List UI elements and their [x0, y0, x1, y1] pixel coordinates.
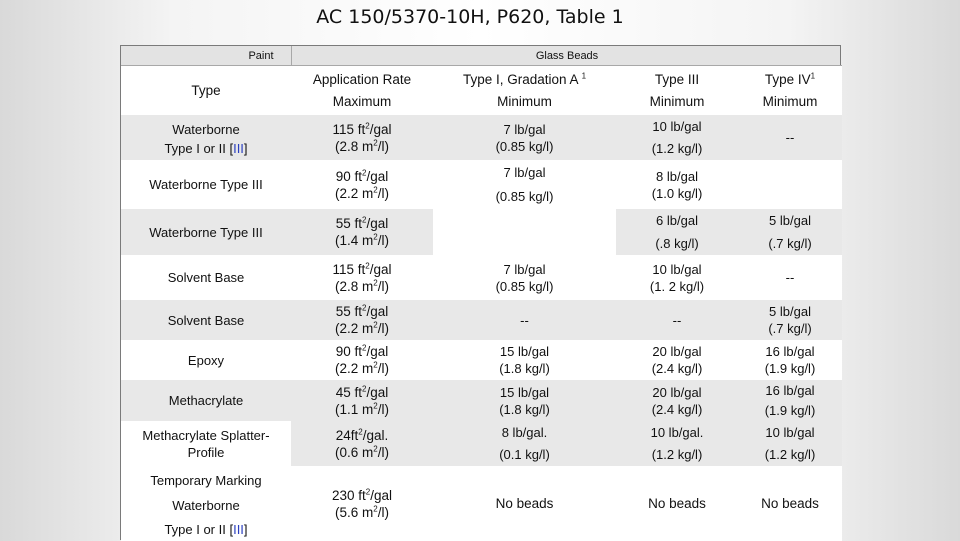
- table-row-rate-cell: 90 $ft^2$/gal (2.2 $m^2/l$): [291, 340, 433, 380]
- table-row-type-iii-cell: 10 lb/gal (1.2 kg/l): [616, 115, 738, 160]
- table-row-gradation-cell: 15 lb/gal (1.8 kg/l): [433, 340, 616, 380]
- type-column-header: [121, 66, 291, 115]
- table-row-type-iii-cell: --: [616, 300, 738, 340]
- table-row-type-iii-cell: 6 lb/gal (.8 kg/l): [616, 209, 738, 255]
- application-rate-label: Application Rate: [312, 72, 412, 88]
- table-row-gradation-cell: 7 lb/gal (0.85 kg/l): [433, 255, 616, 300]
- table-row-type-iii-cell: 10 lb/gal. (1.2 kg/l): [616, 421, 738, 466]
- table-row-type-cell: Solvent Base: [121, 300, 291, 340]
- table-row-type-iv-cell: 5 lb/gal (.7 kg/l): [738, 209, 842, 255]
- table-row-type-iii-cell: 20 lb/gal (2.4 kg/l): [616, 340, 738, 380]
- table-row-type-cell: Epoxy: [121, 340, 291, 380]
- table-row-rate-cell: 230 $ft^2$/gal (5.6 $m^2/l$): [291, 466, 433, 541]
- paint-group-header: Paint: [248, 50, 274, 62]
- table-row-rate-cell: 55 $ft^2$/gal (1.4 $m^2/l$): [291, 209, 433, 255]
- table-row-rate-cell: 55 $ft^2$/gal (2.2 $m^2/l$): [291, 300, 433, 340]
- minimum-label: Minimum: [497, 93, 552, 109]
- table-row-type-cell: Methacrylate Splatter- Profile: [121, 421, 291, 466]
- table-row-type-iv-cell: --: [738, 255, 842, 300]
- table-row-type-cell: Waterborne Type III: [121, 209, 291, 255]
- table-row-gradation-cell: 8 lb/gal. (0.1 kg/l): [433, 421, 616, 466]
- table-row-type-iii-cell: 8 lb/gal (1.0 kg/l): [616, 160, 738, 209]
- table-row-rate-cell: 115 $ft^2$/gal (2.8 $m^2/l$): [291, 255, 433, 300]
- table-row-gradation-cell: 7 lb/gal (0.85 kg/l): [433, 115, 616, 160]
- table-row-gradation-cell: --: [433, 300, 616, 340]
- page-title: AC 150/5370-10H, P620, Table 1: [316, 6, 624, 28]
- table-row-type-cell: Waterborne Type III: [121, 160, 291, 209]
- minimum-label: Minimum: [762, 93, 818, 109]
- type-header-label: Type: [191, 83, 221, 98]
- table-row-type-cell: Solvent Base: [121, 255, 291, 300]
- table-row-rate-cell: $24ft^2$/gal. (0.6 $m^2/l$): [291, 421, 433, 466]
- table-row-gradation-cell: 15 lb/gal (1.8 kg/l): [433, 380, 616, 421]
- table-row-type-iv-cell: [738, 160, 842, 209]
- table-row-type-iv-cell: No beads: [738, 466, 842, 541]
- table-row-type-iii-cell: 10 lb/gal (1. 2 kg/l): [616, 255, 738, 300]
- table-row-type-iii-cell: 20 lb/gal (2.4 kg/l): [616, 380, 738, 421]
- section-link[interactable]: III: [233, 522, 244, 537]
- table-row-rate-cell: 115 $ft^2$/gal (2.8 $m^2/l$): [291, 115, 433, 160]
- maximum-label: Maximum: [332, 93, 392, 109]
- glass-beads-group-header: Glass Beads: [535, 50, 599, 62]
- table-row-type-iv-cell: 16 lb/gal (1.9 kg/l): [738, 340, 842, 380]
- type-iii-label: Type III: [654, 72, 700, 88]
- section-link[interactable]: III: [233, 141, 244, 156]
- table-row-type-iv-cell: --: [738, 115, 842, 160]
- table-row-type-iv-cell: 10 lb/gal (1.2 kg/l): [738, 421, 842, 466]
- type-iii-column-header: [616, 66, 738, 115]
- table-row-gradation-cell: 7 lb/gal (0.85 kg/l): [433, 160, 616, 209]
- table-row-gradation-cell: No beads: [433, 466, 616, 541]
- table-row-rate-cell: 90 $ft^2$/gal (2.2 $m^2/l$): [291, 160, 433, 209]
- table-row-type-cell: Methacrylate: [121, 380, 291, 421]
- gradation-a-label: Type I, Gradation A $^1$: [462, 71, 587, 88]
- table-row-type-iii-cell: No beads: [616, 466, 738, 541]
- gradation-a-column-header: [433, 66, 616, 115]
- group-divider: [291, 46, 292, 66]
- table-row-type-cell: Temporary Marking Waterborne Type I or II [III]: [121, 466, 291, 541]
- type-iv-column-header: [738, 66, 842, 115]
- application-rate-column-header: [291, 66, 433, 115]
- bead-application-table: [120, 45, 841, 540]
- table-row-type-cell: Waterborne Type I or II [III]: [121, 115, 291, 160]
- table-row-type-iv-cell: 16 lb/gal (1.9 kg/l): [738, 380, 842, 421]
- table-row-rate-cell: 45 $ft^2$/gal (1.1 $m^2/l$): [291, 380, 433, 421]
- minimum-label: Minimum: [649, 93, 705, 109]
- table-row-gradation-cell: [433, 209, 616, 255]
- type-iv-label: Type $IV^1$: [764, 71, 816, 88]
- table-row-type-iv-cell: 5 lb/gal (.7 kg/l): [738, 300, 842, 340]
